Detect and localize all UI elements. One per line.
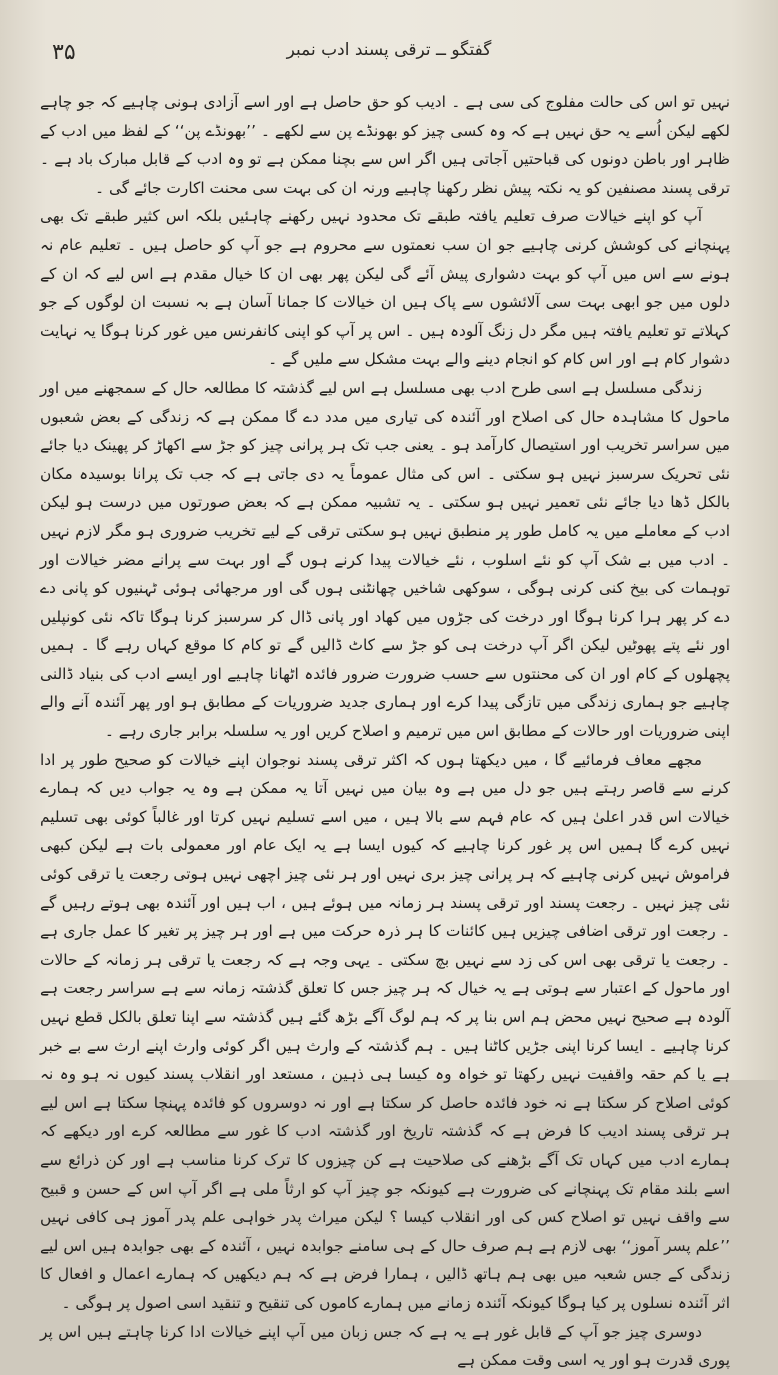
paragraph: زندگی مسلسل ہے اسی طرح ادب بھی مسلسل ہے اس لیے گذشتہ کا مطالعہ حال کے سمجھنے میں اور ماحول کا مشاہدہ حال کی اصلاح اور آئندہ کی تیاری میں مدد دے گا ممکن ہے کہ زندگی کے بعض شعبوں میں سراسر تخریب اور استیصال کارآمد ہو ۔ یعنی جب تک ہر پرانی چیز کو جڑ سے اکھاڑ کر پھینک دیا جائے نئی تحریک سرسبز نہیں ہو سکتی ۔ اس کی مثال عموماً یہ دی جاتی ہے کہ جب تک پرانا بوسیدہ مکان بالکل ڈھا دیا جائے نئی تعمیر نہیں ہو سکتی ۔ یہ تشبیہ ممکن ہے کہ بعض صورتوں میں درست ہو لیکن ادب کے معاملے میں یہ کامل طور پر منطبق نہیں ہو سکتی ترقی کے لیے تخریب ضروری ہو مگر لازم نہیں ۔ ادب میں بے شک آپ کو نئے اسلوب ، نئے خیالات پیدا کرنے ہوں گے اور بہت سے پرانے مضر خیالات اور توہمات کی بیخ کنی کرنی ہوگی ، سوکھی شاخیں چھانٹنی ہوں گی اور مرجھائی ہوئی ٹہنیوں کو پانی دے دے کر پھر ہرا کرنا ہوگا اور درخت کی جڑوں میں کھاد اور پانی ڈال کر سرسبز کرنا ہوگا تاکہ نئی کونپلیں اور نئے پتے پھوٹیں لیکن اگر آپ درخت ہی کو جڑ سے کاٹ ڈالیں گے تو کام کا موقع کہاں رہے گا ۔ ہمیں پچھلوں کے کام اور ان کی محنتوں سے حسب ضرورت ضرور فائدہ اٹھانا چاہیے اور ایسے ادب کی بنیاد ڈالنی چاہیے جو ہماری زندگی میں تازگی پیدا کرے اور ہماری جدید ضروریات کے مطابق ہو اور پھر آئندہ آنے والے اپنی ضروریات اور حالات کے مطابق اس میں ترمیم و اصلاح کریں اور یہ سلسلہ برابر جاری رہے ۔ bbox=[40, 378, 730, 741]
paragraph: آپ کو اپنے خیالات صرف تعلیم یافتہ طبقے تک محدود نہیں رکھنے چاہئیں بلکہ اس کثیر طبقے تک بھی پہنچانے کی کوشش کرنی چاہیے جو ان سب نعمتوں سے محروم ہے جو آپ کو حاصل ہیں ۔ تعلیم عام نہ ہونے سے اس میں آپ کو بہت دشواری پیش آئے گی لیکن پھر بھی ان کا خیال مقدم ہے اس لیے کہ ان کے دلوں میں جو ابھی بہت سی آلائشوں سے پاک ہیں ان خیالات کا جمانا آسان ہے بہ نسبت ان لوگوں کے جو کہلاتے تو تعلیم یافتہ ہیں مگر دل زنگ آلودہ ہیں ۔ اس پر آپ کو اپنی کانفرنس میں غور کرنا ہوگا یہ نہایت دشوار کام ہے اور اس کام کو انجام دینے والے بہت مشکل سے ملیں گے ۔ bbox=[40, 207, 730, 369]
page-header bbox=[40, 34, 738, 74]
page-number: ۳۵ bbox=[52, 40, 76, 65]
paragraph: مجھے معاف فرمائیے گا ، میں دیکھتا ہوں کہ اکثر ترقی پسند نوجوان اپنے خیالات کو صحیح طور پر ادا کرنے سے قاصر رہتے ہیں جو دل میں ہے وہ بیان میں نہیں آتا یہ ممکن ہے وہ یہ جواب دیں کہ ہمارے خیالات اس قدر اعلیٰ ہیں کہ عام فہم سے بالا ہیں ، میں اسے تسلیم نہیں کرتا اور غالباً کوئی بھی تسلیم نہیں کرے گا ہمیں اس پر غور کرنا چاہیے کہ کیوں ایسا ہے یہ ایک عام اور معمولی بات ہے لیکن کبھی فراموش نہیں کرنی چاہیے کہ ہر پرانی چیز بری نہیں اور ہر نئی چیز اچھی نہیں ہوتی رجعت یا ترقی کوئی نئی چیز نہیں ۔ رجعت پسند اور ترقی پسند ہر زمانہ میں ہوئے ہیں ، اب ہیں اور آئندہ بھی ہوتے رہیں گے ۔ رجعت اور ترقی اضافی چیزیں ہیں کائنات کا ہر ذرہ حرکت میں ہے اور ہر چیز پر تغیر کا عمل جاری ہے ۔ رجعت یا ترقی بھی اس کی زد سے نہیں بچ سکتی ۔ یہی وجہ ہے کہ رجعت یا ترقی ہر زمانہ کے حالات اور ماحول کے اعتبار سے ہوتی ہے یہ خیال کہ ہر چیز جس کا تعلق گذشتہ زمانہ سے ہے سراسر رجعت ہے آلودہ ہے صحیح نہیں محض ہم اس بنا پر کہ ہم لوگ آگے بڑھ گئے ہیں گذشتہ سے اپنا تعلق بالکل قطع نہیں کرنا چاہیے ۔ ایسا کرنا اپنی جڑیں کاٹنا ہیں ۔ ہم گذشتہ کے وارث ہیں اگر کوئی وارث اپنے ارث سے بے خبر ہے یا کم حقہ واقفیت نہیں رکھتا تو خواہ وہ کیسا ہی ذہین ، مستعد اور انقلاب پسند کیوں نہ ہو وہ نہ کوئی اصلاح کر سکتا ہے نہ خود فائدہ حاصل کر سکتا ہے اور نہ دوسروں کو فائدہ پہنچا سکتا ہے اس لیے ہر ترقی پسند ادیب کا فرض ہے کہ گذشتہ تاریخ اور گذشتہ ادب کا غور سے مطالعہ کرے اور دیکھے کہ ہمارے ادب میں کہاں تک آگے بڑھنے کی صلاحیت ہے کن چیزوں کا ترک کرنا مناسب ہے اور کن ذرائع سے اسے بلند مقام تک پہنچانے کی ضرورت ہے کیونکہ جو چیز آپ کو ارثاً ملی ہے اگر آپ اس کے حسن و قبیح سے واقف نہیں تو اصلاح کس کی اور انقلاب کیسا ؟ لیکن میراث پدر خواہی علم پدر آموز ہی کافی نہیں ’’علم پسر آموز‘‘ بھی لازم ہے ہم صرف حال کے ہی سامنے جوابدہ نہیں ، آئندہ کے بھی جوابدہ ہیں اس لیے زندگی کے جس شعبہ میں بھی ہم ہاتھ ڈالیں ، ہمارا فرض ہے کہ ہم دیکھیں کہ ہمارے اعمال و افعال کا اثر آئندہ نسلوں پر کیا ہوگا کیونکہ آئندہ زمانے میں ہمارے کاموں کی تنقیح و تنقید اسی اصول پر ہوگی ۔ bbox=[40, 750, 730, 1312]
paragraph: دوسری چیز جو آپ کے قابل غور ہے یہ ہے کہ جس زبان میں آپ اپنے خیالات ادا کرنا چاہتے ہیں اس پر پوری قدرت ہو اور یہ اسی وقت ممکن ہے bbox=[40, 1322, 730, 1370]
body-text bbox=[40, 88, 730, 1370]
paragraph: نہیں تو اس کی حالت مفلوج کی سی ہے ۔ ادیب کو حق حاصل ہے اور اسے آزادی ہونی چاہیے کہ جو چاہے لکھے لیکن اُسے یہ حق نہیں ہے کہ وہ کسی چیز کو بھونڈے پن سے لکھے ۔ ’’بھونڈے پن‘‘ کے لفظ میں ادب کے ظاہر اور باطن دونوں کی قباحتیں آجاتی ہیں اگر اس سے بچنا ممکن ہے تو وہ ادب کے قابل مبارک باد ہے ۔ ترقی پسند مصنفین کو یہ نکتہ پیش نظر رکھنا چاہیے ورنہ ان کی بہت سی محنت اکارت جائے گی ۔ bbox=[40, 93, 730, 197]
running-title: گفتگو ــ ترقی پسند ادب نمبر bbox=[286, 40, 492, 60]
